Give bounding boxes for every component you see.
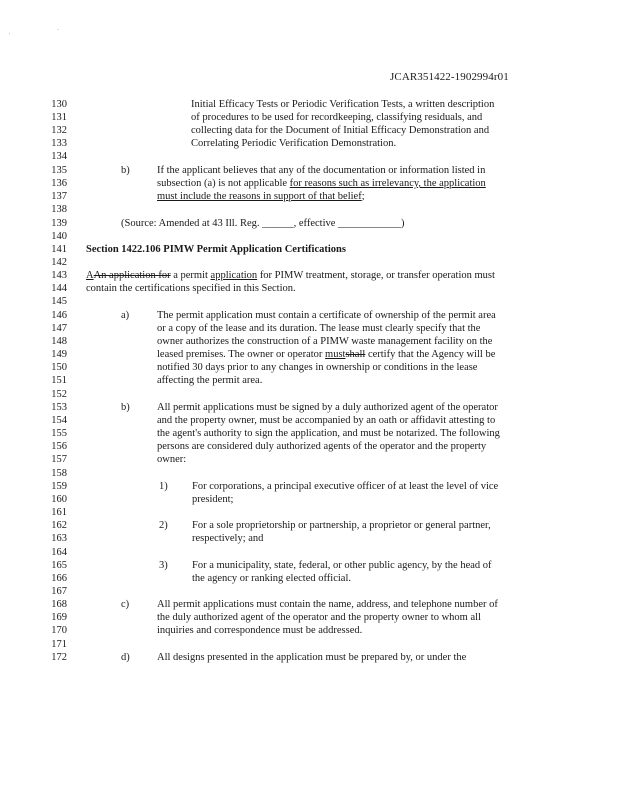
deleted-text: shall	[345, 349, 366, 360]
body-text: or a copy of the lease and its duration. The lease must clearly specify that the	[157, 323, 481, 334]
body-text	[157, 348, 495, 361]
body-text: and the property owner, must be accompanied by an oath or affidavit attesting to	[157, 415, 496, 426]
body-text: president;	[192, 494, 234, 505]
line-number: 160	[51, 494, 67, 505]
text-segment: ;	[361, 191, 365, 202]
scan-speck-2: ˉ	[57, 29, 59, 35]
line-number: 132	[51, 125, 67, 136]
section-heading: Section 1422.106 PIMW Permit Application Certifications	[86, 244, 346, 255]
line-number: 142	[51, 257, 67, 268]
line-number: 143	[51, 270, 67, 281]
item-label: 2)	[159, 520, 168, 531]
body-text: owner authorizes the construction of a PIMW waste management facility on the	[157, 336, 493, 347]
inserted-text: application	[210, 270, 258, 281]
line-number: 155	[51, 428, 67, 439]
item-label: 3)	[159, 560, 168, 571]
body-text: contain the certifications specified in this Section.	[86, 283, 296, 294]
body-text: respectively; and	[192, 533, 264, 544]
line-number: 157	[51, 454, 67, 465]
line-number: 133	[51, 138, 67, 149]
body-text: All designs presented in the application must be prepared by, or under the	[157, 652, 467, 663]
line-number: 151	[51, 375, 67, 386]
line-number: 141	[51, 244, 67, 255]
line-number: 170	[51, 625, 67, 636]
document-code: JCAR351422-1902994r01	[390, 71, 509, 83]
line-number: 145	[51, 296, 67, 307]
body-text: collecting data for the Document of Initial Efficacy Demonstration and	[191, 125, 490, 136]
item-label: 1)	[159, 481, 168, 492]
body-text: For corporations, a principal executive officer of at least the level of vice	[192, 481, 499, 492]
text-segment: leased premises. The owner or operator	[157, 349, 326, 360]
line-number: 150	[51, 362, 67, 373]
text-segment: subsection (a) is not applicable	[157, 178, 290, 189]
line-number: 148	[51, 336, 67, 347]
line-number: 156	[51, 441, 67, 452]
line-number: 153	[51, 402, 67, 413]
item-label: b)	[121, 402, 130, 413]
text-segment: certify that the Agency will be	[365, 349, 496, 360]
line-number: 149	[51, 349, 67, 360]
line-number: 164	[51, 547, 67, 558]
line-number: 135	[51, 165, 67, 176]
body-text: notified 30 days prior to any changes in ownership or conditions in the lease	[157, 362, 478, 373]
body-text: Initial Efficacy Tests or Periodic Verification Tests, a written description	[191, 99, 495, 110]
line-number: 140	[51, 231, 67, 242]
scan-speck-1: '	[9, 33, 11, 39]
text-segment: for PIMW treatment, storage, or transfer operation must	[257, 270, 495, 281]
body-text: The permit application must contain a certificate of ownership of the permit area	[157, 310, 496, 321]
line-number: 136	[51, 178, 67, 189]
body-text: of procedures to be used for recordkeeping, classifying residuals, and	[191, 112, 483, 123]
line-number: 147	[51, 323, 67, 334]
deleted-text: An application for	[93, 270, 171, 281]
body-text: For a sole proprietorship or partnership, a proprietor or general partner,	[192, 520, 491, 531]
inserted-text: must	[325, 349, 346, 360]
line-number: 152	[51, 389, 67, 400]
line-number: 137	[51, 191, 67, 202]
line-number: 139	[51, 218, 67, 229]
item-label: a)	[121, 310, 130, 321]
inserted-text: must include the reasons in support of that belief	[157, 191, 362, 202]
body-text: the agency or ranking elected official.	[192, 573, 351, 584]
line-number: 165	[51, 560, 67, 571]
line-number: 158	[51, 468, 67, 479]
line-number: 146	[51, 310, 67, 321]
line-number: 167	[51, 586, 67, 597]
body-text: All permit applications must contain the name, address, and telephone number of	[157, 599, 498, 610]
line-number: 163	[51, 533, 67, 544]
body-text: For a municipality, state, federal, or other public agency, by the head of	[192, 560, 492, 571]
text-segment: a permit	[170, 270, 211, 281]
source-note: (Source: Amended at 43 Ill. Reg. ______, effective ____________)	[121, 218, 405, 229]
body-text: If the applicant believes that any of the documentation or information listed in	[157, 165, 486, 176]
line-number: 131	[51, 112, 67, 123]
line-number: 144	[51, 283, 67, 294]
body-text: owner:	[157, 454, 187, 465]
line-number: 172	[51, 652, 67, 663]
line-number: 159	[51, 481, 67, 492]
body-text	[157, 177, 486, 190]
item-label: c)	[121, 599, 130, 610]
body-text: Correlating Periodic Verification Demonstration.	[191, 138, 397, 149]
body-text	[157, 190, 365, 203]
body-text: persons are considered duly authorized agents of the operator and the property	[157, 441, 487, 452]
line-number: 162	[51, 520, 67, 531]
line-number: 134	[51, 151, 67, 162]
body-text: affecting the permit area.	[157, 375, 263, 386]
line-number: 154	[51, 415, 67, 426]
inserted-text: A	[86, 270, 94, 281]
body-text: All permit applications must be signed by a duly authorized agent of the operator	[157, 402, 498, 413]
item-label: b)	[121, 165, 130, 176]
line-number: 168	[51, 599, 67, 610]
line-number: 161	[51, 507, 67, 518]
body-text: the agent's authority to sign the application, and must be notarized. The following	[157, 428, 500, 439]
item-label: d)	[121, 652, 130, 663]
line-number: 169	[51, 612, 67, 623]
line-number: 130	[51, 99, 67, 110]
body-text: inquiries and correspondence must be addressed.	[157, 625, 363, 636]
line-number: 171	[51, 639, 67, 650]
line-number: 166	[51, 573, 67, 584]
line-number: 138	[51, 204, 67, 215]
body-text: the duly authorized agent of the operator and the property owner to whom all	[157, 612, 481, 623]
inserted-text: for reasons such as irrelevancy, the application	[289, 178, 486, 189]
body-text	[86, 269, 495, 282]
